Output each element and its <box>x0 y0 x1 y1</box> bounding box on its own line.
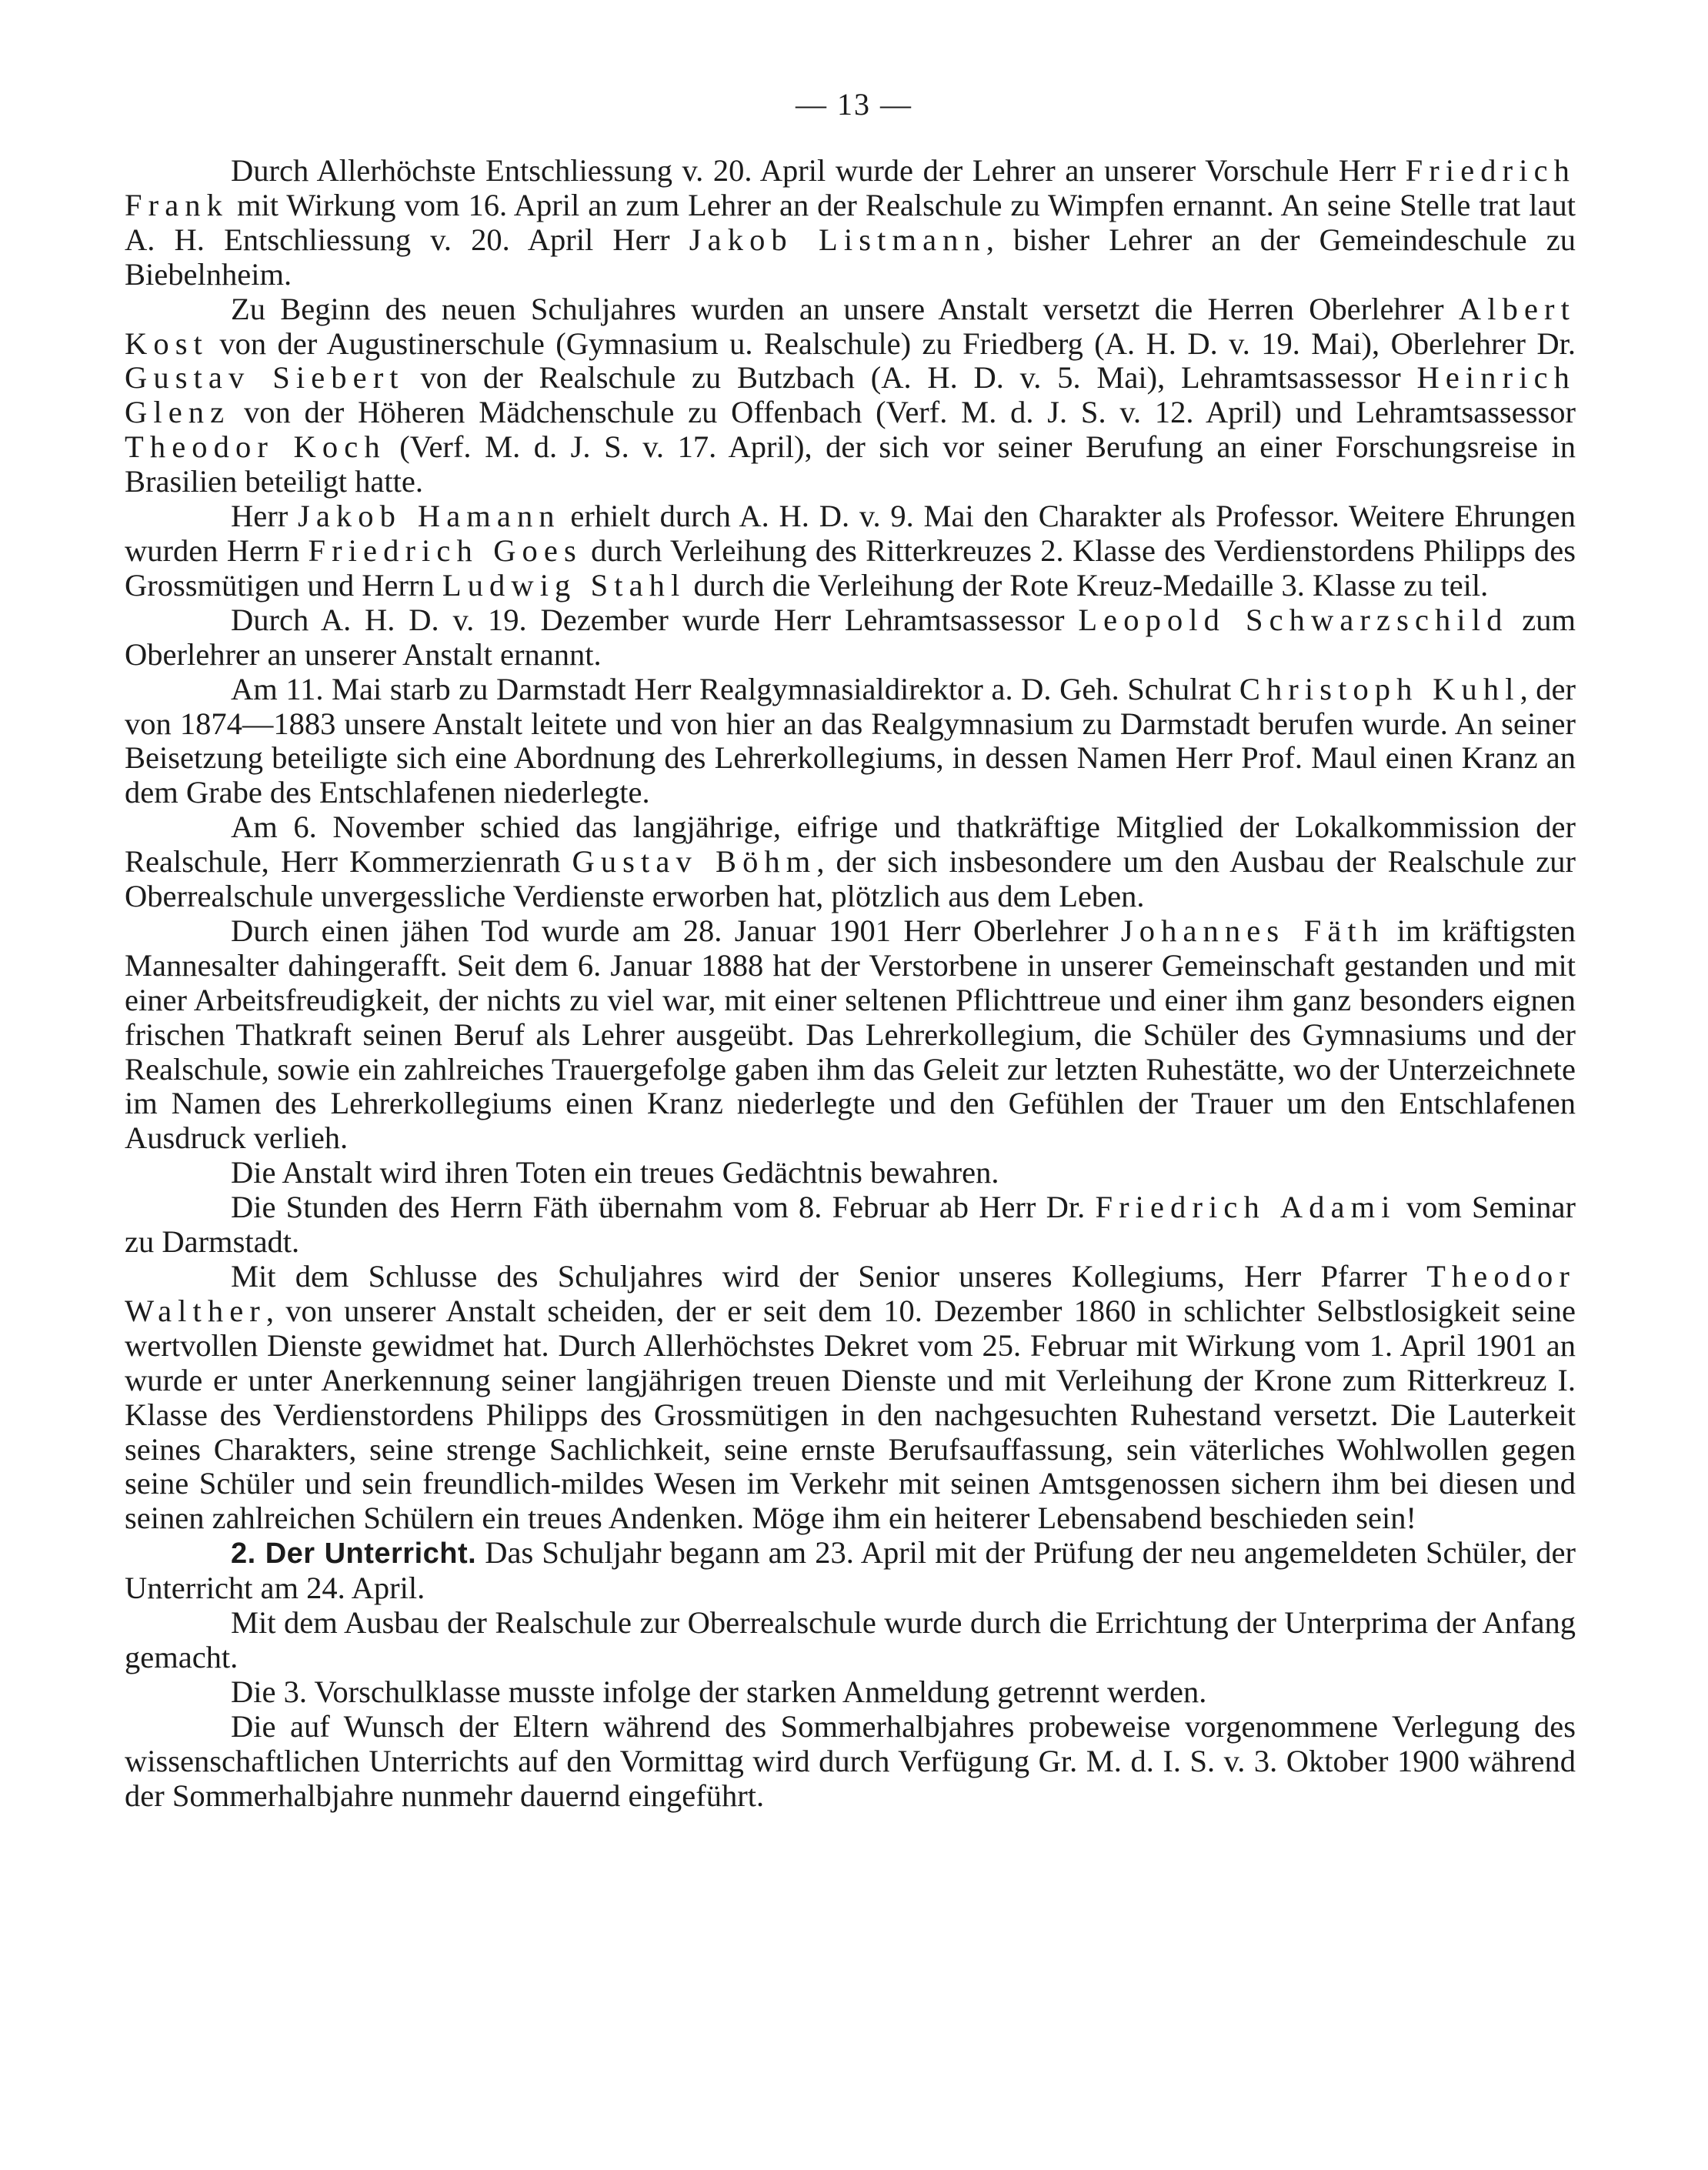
spaced-name: Friedrich Frank <box>125 153 1576 222</box>
spaced-name: Theodor Koch <box>125 429 386 465</box>
text-run: , der sich insbesondere um den Ausbau der Realschule zur Oberrealschule unvergessliche Verdienste erworben hat, plötzlich aus dem Leben. <box>125 844 1576 914</box>
text-run: (Verf. M. d. J. S. v. 17. April), der sich vor seiner Berufung an einer Forschungsreise in Brasilien beteiligt hatte. <box>125 429 1576 499</box>
spaced-name: Jakob Hamann <box>297 499 561 534</box>
text-run: Mit dem Ausbau der Realschule zur Oberrealschule wurde durch die Errichtung der Unterprima der Anfang gemacht. <box>125 1605 1576 1674</box>
paragraph <box>125 1606 1576 1675</box>
text-run: erhielt durch A. H. D. v. 9. Mai den Charakter als Professor. Weitere Ehrungen wurden Herrn <box>125 499 1576 568</box>
text-run: Durch Allerhöchste Entschliessung v. 20. April wurde der Lehrer an unserer Vorschule Herr <box>231 153 1406 188</box>
spaced-name: Ludwig Stahl <box>442 567 686 603</box>
spaced-name: Leopold Schwarzschild <box>1078 602 1509 637</box>
spaced-name: Gustav Böhm <box>572 844 817 880</box>
paragraph <box>125 1710 1576 1814</box>
text-run: Das Schuljahr begann am 23. April mit der Prüfung der neu angemeldeten Schüler, der Unterricht am 24. April. <box>125 1535 1576 1606</box>
paragraph <box>125 292 1576 499</box>
paragraph <box>125 673 1576 811</box>
section-heading: 2. Der Unterricht. <box>231 1537 477 1571</box>
spaced-name: Albert Kost <box>125 291 1576 361</box>
paragraph <box>125 499 1576 603</box>
text-run: , von unserer Anstalt scheiden, der er seit dem 10. Dezember 1860 in schlichter Selbstlosigkeit seine wertvollen Dienste gewidmet hat. Durch Allerhöchstes Dekret vom 25. Februar mit Wirkung vom 1. April 1901 an wurde er unter Anerkennung seiner langjährigen treuen Dienste und mit Verleihung der Krone zum Ritterkreuz I. Klasse des Verdienstordens Philipps des Grossmütigen in den nachgesuchten Ruhestand versetzt. Die Lauterkeit seines Charakters, seine strenge Sachlichkeit, seine ernste Berufsauffassung, sein väterliches Wohlwollen gegen seine Schüler und sein freundlich-mildes Wesen im Verkehr mit seinen Amtsgenossen sichern ihm bei diesen und seinen zahlreichen Schülern ein treues Andenken. Möge ihm ein heiterer Lebensabend beschieden sein! <box>125 1293 1576 1536</box>
paragraph <box>125 154 1576 292</box>
paragraph <box>125 1675 1576 1710</box>
spaced-name: Johannes Fäth <box>1120 913 1385 948</box>
text-run: Die Stunden des Herrn Fäth übernahm vom 8. Februar ab Herr Dr. <box>231 1190 1096 1225</box>
paragraph <box>125 1536 1576 1606</box>
body-text <box>125 154 1576 1814</box>
text-run: Zu Beginn des neuen Schuljahres wurden an unsere Anstalt versetzt die Herren Oberlehrer <box>231 291 1459 326</box>
text-run: Am 11. Mai starb zu Darmstadt Herr Realgymnasialdirektor a. D. Geh. Schulrat <box>231 671 1239 706</box>
text-run: , der von 1874—1883 unsere Anstalt leitete und von hier an das Realgymnasium zu Darmstadt berufen wurde. An seiner Beisetzung beteiligte sich eine Abordnung des Lehrerkollegiums, in dessen Namen Herr Prof. Maul einen Kranz an dem Grabe des Entschlafenen niederlegte. <box>125 671 1576 810</box>
paragraph <box>125 1156 1576 1190</box>
page-number: — 13 — <box>796 87 912 122</box>
text-run: , bisher Lehrer an der Gemeindeschule zu Biebelnheim. <box>125 222 1576 292</box>
paragraph <box>125 1260 1576 1536</box>
text-run: im kräftigsten Mannesalter dahingerafft. Seit dem 6. Januar 1888 hat der Verstorbene in unserer Gemeinschaft gestanden und mit einer Arbeitsfreudigkeit, der nichts zu viel war, mit einer seltenen Pflichttreue und einer ihm ganz besonders eignen frischen Thatkraft seinen Beruf als Lehrer ausgeübt. Das Lehrerkollegium, die Schüler des Gymnasiums und der Realschule, sowie ein zahlreiches Trauergefolge gaben ihm das Geleit zur letzten Ruhestätte, wo der Unterzeichnete im Namen des Lehrerkollegiums einen Kranz niederlegte und den Gefühlen der Trauer um den Entschlafenen Ausdruck verlieh. <box>125 913 1576 1156</box>
text-run: Die 3. Vorschulklasse musste infolge der starken Anmeldung getrennt werden. <box>231 1674 1207 1709</box>
spaced-name: Friedrich Adami <box>1095 1190 1396 1225</box>
spaced-name: Theodor Walther <box>125 1259 1576 1328</box>
text-run: von der Realschule zu Butzbach (A. H. D. v. 5. Mai), Lehramtsassessor <box>404 360 1417 396</box>
paragraph <box>125 810 1576 914</box>
text-run: Durch einen jähen Tod wurde am 28. Januar 1901 Herr Oberlehrer <box>231 913 1121 948</box>
text-run: Herr <box>231 499 298 534</box>
text-run: von der Höheren Mädchenschule zu Offenbach (Verf. M. d. J. S. v. 12. April) und Lehramtsassessor <box>230 395 1576 430</box>
spaced-name: Heinrich Glenz <box>125 360 1576 430</box>
paragraph <box>125 1190 1576 1260</box>
text-run: mit Wirkung vom 16. April an zum Lehrer an der Realschule zu Wimpfen ernannt. An seine Stelle trat laut A. H. Entschliessung v. 20. April Herr <box>125 187 1576 257</box>
text-run: von der Augustinerschule (Gymnasium u. Realschule) zu Friedberg (A. H. D. v. 19. Mai), Oberlehrer Dr. <box>208 326 1576 361</box>
text-run: durch die Verleihung der Rote Kreuz-Medaille 3. Klasse zu teil. <box>686 567 1489 603</box>
paragraph <box>125 914 1576 1156</box>
spaced-name: Christoph Kuhl <box>1239 671 1520 706</box>
spaced-name: Jakob Listmann <box>689 222 986 257</box>
text-run: Am 6. November schied das langjährige, eifrige und thatkräftige Mitglied der Lokalkommission der Realschule, Herr Kommerzienrath <box>125 810 1576 880</box>
text-run: durch Verleihung des Ritterkreuzes 2. Klasse des Verdienstordens Philipps des Grossmütigen und Herrn <box>125 532 1576 603</box>
text-run: vom Seminar zu Darmstadt. <box>125 1190 1576 1260</box>
spaced-name: Gustav Siebert <box>125 360 405 396</box>
text-run: Die auf Wunsch der Eltern während des Sommerhalbjahres probeweise vorgenommene Verlegung des wissenschaftlichen Unterrichts auf den Vormittag wird durch Verfügung Gr. M. d. I. S. v. 3. Oktober 1900 während der Sommerhalbjahre nunmehr dauernd eingeführt. <box>125 1708 1576 1813</box>
text-run: Durch A. H. D. v. 19. Dezember wurde Herr Lehramtsassessor <box>231 602 1079 637</box>
text-run: Mit dem Schlusse des Schuljahres wird der Senior unseres Kollegiums, Herr Pfarrer <box>231 1259 1427 1294</box>
spaced-name: Friedrich Goes <box>308 532 582 568</box>
text-run: Die Anstalt wird ihren Toten ein treues Gedächtnis bewahren. <box>231 1155 999 1190</box>
text-run: zum Oberlehrer an unserer Anstalt ernannt. <box>125 602 1576 672</box>
paragraph <box>125 603 1576 673</box>
